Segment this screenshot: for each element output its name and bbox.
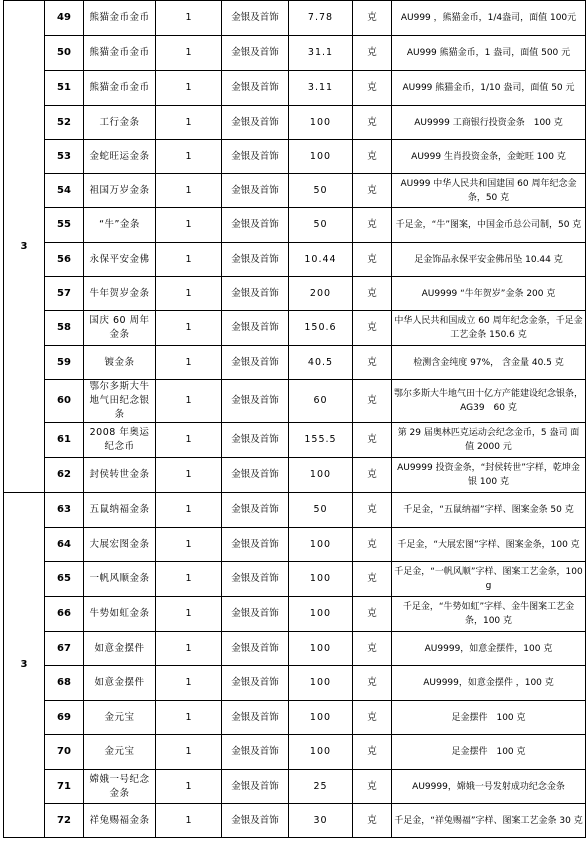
item-name-cell: 五鼠纳福金条 (84, 493, 156, 528)
description-cell: AU9999，如意金摆件 ，100 克 (392, 666, 586, 701)
item-name-cell: “牛”金条 (84, 208, 156, 243)
row-number-cell: 50 (45, 36, 84, 71)
description-cell: AU9999，如意金摆件，100 克 (392, 632, 586, 666)
item-name-cell: 熊猫金币金币 (84, 36, 156, 71)
item-name-cell: 国庆 60 周年金条 (84, 311, 156, 346)
row-number-cell: 59 (45, 346, 84, 380)
weight-cell: 200 (289, 277, 353, 311)
quantity-cell: 1 (156, 174, 222, 208)
category-cell: 金银及首饰 (222, 632, 289, 666)
quantity-cell: 1 (156, 804, 222, 838)
table-row (4, 208, 586, 243)
unit-cell: 克 (353, 311, 392, 346)
description-cell: AU999 生肖投资金条，金蛇旺 100 克 (392, 140, 586, 174)
unit-cell: 克 (353, 597, 392, 632)
row-number-cell: 55 (45, 208, 84, 243)
row-number-cell: 54 (45, 174, 84, 208)
table-row (4, 243, 586, 277)
item-name-cell: 熊猫金币金币 (84, 1, 156, 36)
table-row (4, 36, 586, 71)
weight-cell: 150.6 (289, 311, 353, 346)
item-name-cell: 嫦娥一号纪念金条 (84, 770, 156, 804)
item-name-cell: 大展宏图金条 (84, 528, 156, 562)
category-cell: 金银及首饰 (222, 311, 289, 346)
unit-cell: 克 (353, 174, 392, 208)
quantity-cell: 1 (156, 770, 222, 804)
weight-cell: 100 (289, 735, 353, 770)
table-row (4, 423, 586, 458)
description-cell: AU9999 工商银行投资金条 100 克 (392, 106, 586, 140)
weight-cell: 40.5 (289, 346, 353, 380)
quantity-cell: 1 (156, 666, 222, 701)
weight-cell: 50 (289, 174, 353, 208)
row-number-cell: 61 (45, 423, 84, 458)
row-number-cell: 62 (45, 458, 84, 493)
quantity-cell: 1 (156, 311, 222, 346)
quantity-cell: 1 (156, 71, 222, 106)
group-cell: 3 (4, 493, 45, 838)
weight-cell: 3.11 (289, 71, 353, 106)
weight-cell: 50 (289, 208, 353, 243)
quantity-cell: 1 (156, 346, 222, 380)
table-row (4, 346, 586, 380)
table-row (4, 174, 586, 208)
unit-cell: 克 (353, 277, 392, 311)
quantity-cell: 1 (156, 140, 222, 174)
description-cell: AU999 中华人民共和国建国 60 周年纪念金条，50 克 (392, 174, 586, 208)
weight-cell: 155.5 (289, 423, 353, 458)
item-name-cell: 金蛇旺运金条 (84, 140, 156, 174)
category-cell: 金银及首饰 (222, 277, 289, 311)
row-number-cell: 72 (45, 804, 84, 838)
weight-cell: 100 (289, 701, 353, 735)
unit-cell: 克 (353, 208, 392, 243)
item-name-cell: 金元宝 (84, 735, 156, 770)
unit-cell: 克 (353, 140, 392, 174)
description-cell: 千足金，“一帆风顺”字样、图案工艺金条，100g (392, 562, 586, 597)
group-cell: 3 (4, 1, 45, 493)
item-name-cell: 如意金摆件 (84, 632, 156, 666)
unit-cell: 克 (353, 493, 392, 528)
table-row (4, 701, 586, 735)
table-row (4, 770, 586, 804)
quantity-cell: 1 (156, 277, 222, 311)
table-row (4, 380, 586, 423)
unit-cell: 克 (353, 770, 392, 804)
row-number-cell: 66 (45, 597, 84, 632)
category-cell: 金银及首饰 (222, 1, 289, 36)
weight-cell: 100 (289, 562, 353, 597)
unit-cell: 克 (353, 106, 392, 140)
item-name-cell: 工行金条 (84, 106, 156, 140)
description-cell: 千足金，“五鼠纳福”字样、图案金条 50 克 (392, 493, 586, 528)
item-name-cell: 金元宝 (84, 701, 156, 735)
category-cell: 金银及首饰 (222, 71, 289, 106)
item-name-cell: 熊猫金币金币 (84, 71, 156, 106)
row-number-cell: 70 (45, 735, 84, 770)
description-cell: 千足金，“大展宏图”字样、图案金条，100 克 (392, 528, 586, 562)
category-cell: 金银及首饰 (222, 380, 289, 423)
item-name-cell: 镀金条 (84, 346, 156, 380)
item-name-cell: 一帆风顺金条 (84, 562, 156, 597)
row-number-cell: 51 (45, 71, 84, 106)
unit-cell: 克 (353, 380, 392, 423)
unit-cell: 克 (353, 666, 392, 701)
item-name-cell: 祖国万岁金条 (84, 174, 156, 208)
description-cell: AU9999，嫦娥一号发射成功纪念金条 (392, 770, 586, 804)
category-cell: 金银及首饰 (222, 770, 289, 804)
description-cell: AU999 ，熊猫金币，1/4盎司，面值 100元 (392, 1, 586, 36)
row-number-cell: 58 (45, 311, 84, 346)
table-row (4, 666, 586, 701)
table-row (4, 632, 586, 666)
category-cell: 金银及首饰 (222, 140, 289, 174)
table-row (4, 458, 586, 493)
unit-cell: 克 (353, 243, 392, 277)
quantity-cell: 1 (156, 493, 222, 528)
description-cell: AU9999 “牛年贺岁”金条 200 克 (392, 277, 586, 311)
description-cell: 鄂尔多斯大牛地气田十亿方产能建设纪念银条，AG39 60 克 (392, 380, 586, 423)
category-cell: 金银及首饰 (222, 458, 289, 493)
weight-cell: 100 (289, 528, 353, 562)
weight-cell: 100 (289, 597, 353, 632)
quantity-cell: 1 (156, 243, 222, 277)
unit-cell: 克 (353, 804, 392, 838)
table-row (4, 277, 586, 311)
quantity-cell: 1 (156, 632, 222, 666)
unit-cell: 克 (353, 71, 392, 106)
table-row (4, 597, 586, 632)
category-cell: 金银及首饰 (222, 243, 289, 277)
category-cell: 金银及首饰 (222, 701, 289, 735)
category-cell: 金银及首饰 (222, 208, 289, 243)
quantity-cell: 1 (156, 562, 222, 597)
row-number-cell: 57 (45, 277, 84, 311)
row-number-cell: 64 (45, 528, 84, 562)
unit-cell: 克 (353, 528, 392, 562)
row-number-cell: 53 (45, 140, 84, 174)
category-cell: 金银及首饰 (222, 36, 289, 71)
category-cell: 金银及首饰 (222, 735, 289, 770)
row-number-cell: 68 (45, 666, 84, 701)
quantity-cell: 1 (156, 701, 222, 735)
category-cell: 金银及首饰 (222, 597, 289, 632)
item-name-cell: 2008 年奥运纪念币 (84, 423, 156, 458)
category-cell: 金银及首饰 (222, 493, 289, 528)
unit-cell: 克 (353, 423, 392, 458)
description-cell: 千足金，“祥兔赐福”字样、图案工艺金条 30 克 (392, 804, 586, 838)
quantity-cell: 1 (156, 1, 222, 36)
weight-cell: 100 (289, 106, 353, 140)
row-number-cell: 60 (45, 380, 84, 423)
unit-cell: 克 (353, 735, 392, 770)
unit-cell: 克 (353, 562, 392, 597)
description-cell: AU999 熊猫金币，1 盎司，面值 500 元 (392, 36, 586, 71)
weight-cell: 25 (289, 770, 353, 804)
row-number-cell: 65 (45, 562, 84, 597)
table-row (4, 493, 586, 528)
table-row (4, 528, 586, 562)
weight-cell: 7.78 (289, 1, 353, 36)
description-cell: 足金饰品永保平安金佛吊坠 10.44 克 (392, 243, 586, 277)
description-cell: 检测含金纯度 97%， 含金量 40.5 克 (392, 346, 586, 380)
weight-cell: 31.1 (289, 36, 353, 71)
category-cell: 金银及首饰 (222, 423, 289, 458)
weight-cell: 100 (289, 632, 353, 666)
item-name-cell: 如意金摆件 (84, 666, 156, 701)
unit-cell: 克 (353, 701, 392, 735)
quantity-cell: 1 (156, 36, 222, 71)
quantity-cell: 1 (156, 423, 222, 458)
item-name-cell: 牛势如虹金条 (84, 597, 156, 632)
unit-cell: 克 (353, 1, 392, 36)
row-number-cell: 63 (45, 493, 84, 528)
category-cell: 金银及首饰 (222, 174, 289, 208)
description-cell: 千足金，“牛势如虹”字样、金牛图案工艺金条，100 克 (392, 597, 586, 632)
description-cell: 足金摆件 100 克 (392, 735, 586, 770)
category-cell: 金银及首饰 (222, 528, 289, 562)
unit-cell: 克 (353, 346, 392, 380)
category-cell: 金银及首饰 (222, 804, 289, 838)
row-number-cell: 71 (45, 770, 84, 804)
table-row (4, 562, 586, 597)
weight-cell: 50 (289, 493, 353, 528)
table-row (4, 735, 586, 770)
quantity-cell: 1 (156, 735, 222, 770)
table-row (4, 106, 586, 140)
quantity-cell: 1 (156, 528, 222, 562)
description-cell: 足金摆件 100 克 (392, 701, 586, 735)
item-name-cell: 牛年贺岁金条 (84, 277, 156, 311)
table-row (4, 804, 586, 838)
category-cell: 金银及首饰 (222, 106, 289, 140)
item-name-cell: 永保平安金佛 (84, 243, 156, 277)
table-row (4, 311, 586, 346)
weight-cell: 10.44 (289, 243, 353, 277)
description-cell: 中华人民共和国成立 60 周年纪念金条，千足金工艺金条 150.6 克 (392, 311, 586, 346)
table-row (4, 1, 586, 36)
row-number-cell: 49 (45, 1, 84, 36)
item-name-cell: 封侯转世金条 (84, 458, 156, 493)
row-number-cell: 56 (45, 243, 84, 277)
row-number-cell: 52 (45, 106, 84, 140)
item-name-cell: 祥兔赐福金条 (84, 804, 156, 838)
description-cell: AU999 熊猫金币，1/10 盎司，面值 50 元 (392, 71, 586, 106)
weight-cell: 30 (289, 804, 353, 838)
category-cell: 金银及首饰 (222, 346, 289, 380)
quantity-cell: 1 (156, 106, 222, 140)
table-row (4, 71, 586, 106)
description-cell: AU9999 投资金条，“封侯转世”字样，乾坤金银 100 克 (392, 458, 586, 493)
quantity-cell: 1 (156, 597, 222, 632)
row-number-cell: 67 (45, 632, 84, 666)
quantity-cell: 1 (156, 380, 222, 423)
quantity-cell: 1 (156, 458, 222, 493)
weight-cell: 100 (289, 666, 353, 701)
unit-cell: 克 (353, 458, 392, 493)
table-row (4, 140, 586, 174)
description-cell: 千足金，“牛”图案，中国金币总公司制，50 克 (392, 208, 586, 243)
weight-cell: 100 (289, 140, 353, 174)
description-cell: 第 29 届奥林匹克运动会纪念金币，5 盎司 面值 2000 元 (392, 423, 586, 458)
unit-cell: 克 (353, 632, 392, 666)
quantity-cell: 1 (156, 208, 222, 243)
weight-cell: 60 (289, 380, 353, 423)
category-cell: 金银及首饰 (222, 666, 289, 701)
item-name-cell: 鄂尔多斯大牛地气田纪念银条 (84, 380, 156, 423)
row-number-cell: 69 (45, 701, 84, 735)
category-cell: 金银及首饰 (222, 562, 289, 597)
asset-table (3, 0, 586, 838)
weight-cell: 100 (289, 458, 353, 493)
unit-cell: 克 (353, 36, 392, 71)
